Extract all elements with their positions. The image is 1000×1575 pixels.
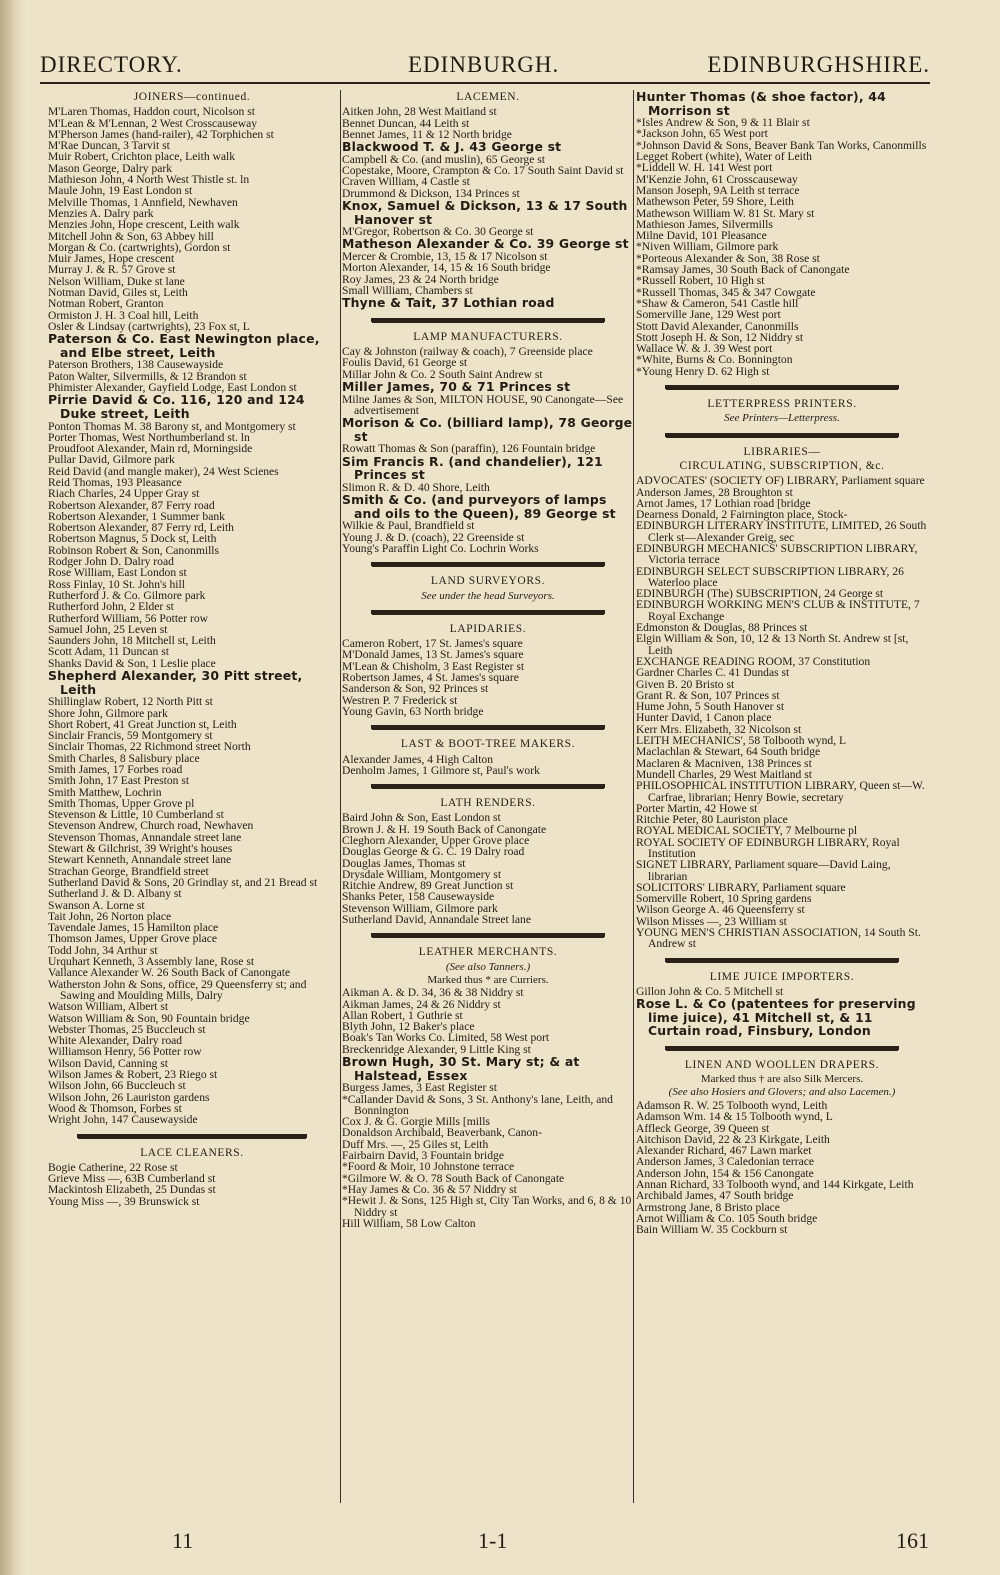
directory-entry: Robertson Magnus, 5 Dock st, Leith xyxy=(48,532,217,546)
directory-entry: Watson William, Albert st xyxy=(48,1000,169,1014)
section-rule xyxy=(665,1046,899,1050)
directory-entry: M'Lean & Chisholm, 3 East Register st xyxy=(342,659,525,673)
directory-entry: Cay & Johnston (railway & coach), 7 Greenside place xyxy=(342,345,593,359)
directory-entry: Armstrong Jane, 8 Bristo place xyxy=(636,1200,780,1214)
directory-entry: Thomson James, Upper Grove place xyxy=(48,932,218,946)
directory-entry: *Gilmore W. & O. 78 South Back of Canongate xyxy=(342,1171,565,1185)
directory-entry: M'Kenzie John, 61 Crosscauseway xyxy=(636,172,798,186)
directory-entry: Fairbairn David, 3 Fountain bridge xyxy=(342,1149,504,1163)
directory-entry: Wallace W. & J. 39 West port xyxy=(636,342,773,356)
directory-entry: *Isles Andrew & Son, 9 & 11 Blair st xyxy=(636,116,810,130)
directory-entry: Gillon John & Co. 5 Mitchell st xyxy=(636,984,784,998)
directory-entry: Young's Paraffin Light Co. Lochrin Works xyxy=(342,541,539,555)
section-note: (See also Tanners.) xyxy=(445,960,531,973)
directory-entry: Aikman A. & D. 34, 36 & 38 Niddry st xyxy=(342,986,524,1000)
directory-entry: Murray J. & R. 57 Grove st xyxy=(48,263,176,277)
directory-entry: Shillinglaw Robert, 12 North Pitt st xyxy=(48,695,213,709)
directory-entry: Burgess James, 3 East Register st xyxy=(342,1081,497,1095)
directory-entry-display: Thyne & Tait, 37 Lothian road xyxy=(342,295,555,311)
directory-entry: Sanderson & Son, 92 Princes st xyxy=(342,682,489,696)
section-rule xyxy=(371,610,605,614)
directory-entry: Muir Robert, Crichton place, Leith walk xyxy=(48,150,236,164)
directory-entry: Ritchie Andrew, 89 Great Junction st xyxy=(342,879,514,893)
folio-right: 161 xyxy=(896,1528,929,1553)
directory-entry: Grant R. & Son, 107 Princes st xyxy=(636,688,780,702)
directory-entry-display: Hunter Thomas (& shoe factor), 44 Morrison st xyxy=(636,89,886,118)
directory-entry: Wilson John, 26 Lauriston gardens xyxy=(48,1090,210,1104)
directory-entry: PHILOSOPHICAL INSTITUTION LIBRARY, Queen st—W. Carfrae, librarian; Henry Bowie, secretary xyxy=(636,779,925,804)
directory-entry: Mitchell John & Son, 63 Abbey hill xyxy=(48,229,214,243)
directory-entry: Sutherland David & Sons, 20 Grindlay st, and 21 Bread st xyxy=(48,875,318,889)
directory-entry: Porter Thomas, West Northumberland st. ln xyxy=(48,430,250,444)
section-rule xyxy=(371,318,605,322)
running-head-left: DIRECTORY. xyxy=(40,52,183,77)
directory-entry: *Russell Thomas, 345 & 347 Cowgate xyxy=(636,285,816,299)
directory-entry: Webster Thomas, 25 Buccleuch st xyxy=(48,1022,206,1036)
directory-entry: Aitchison David, 22 & 23 Kirkgate, Leith xyxy=(636,1132,830,1146)
directory-entry: Ponton Thomas M. 38 Barony st, and Montgomery st xyxy=(48,419,296,433)
directory-entry: *Shaw & Cameron, 541 Castle hill xyxy=(636,296,799,310)
running-head-center: EDINBURGH. xyxy=(408,52,560,77)
directory-entry: *Callander David & Sons, 3 St. Anthony's lane, Leith, and Bonnington xyxy=(342,1092,613,1117)
directory-entry: *Niven William, Gilmore park xyxy=(636,240,779,254)
directory-entry: Anderson James, 3 Caledonian terrace xyxy=(636,1155,815,1169)
directory-entry-display: Matheson Alexander & Co. 39 George st xyxy=(342,236,629,252)
directory-entry: Smith Charles, 8 Salisbury place xyxy=(48,751,200,765)
directory-entry: Wilson George A. 46 Queensferry st xyxy=(636,903,805,917)
directory-entry: Watherston John & Sons, office, 29 Queensferry st; and Sawing and Moulding Mills, Dalry xyxy=(48,977,307,1002)
header-rule xyxy=(40,82,930,84)
directory-entry: Ritchie Peter, 80 Lauriston place xyxy=(636,813,788,827)
directory-entry: YOUNG MEN'S CHRISTIAN ASSOCIATION, 14 South St. Andrew st xyxy=(636,926,921,951)
directory-entry: Mathewson Peter, 59 Shore, Leith xyxy=(636,195,794,209)
directory-entry: Milne James & Son, MILTON HOUSE, 90 Canongate—See advertisement xyxy=(342,392,624,417)
directory-entry: Notman Robert, Granton xyxy=(48,297,164,311)
directory-entry: Rodger John D. Dalry road xyxy=(48,555,174,569)
directory-entry: *Hay James & Co. 36 & 57 Niddry st xyxy=(342,1182,517,1196)
directory-entry: Hume John, 5 South Hanover st xyxy=(636,700,785,714)
directory-entry: Slimon R. & D. 40 Shore, Leith xyxy=(342,480,490,494)
section-rule xyxy=(371,784,605,788)
directory-entry: Mundell Charles, 29 West Maitland st xyxy=(636,767,812,781)
directory-entry: Grieve Miss —, 63B Cumberland st xyxy=(48,1172,216,1186)
directory-entry: Drummond & Dickson, 134 Princes st xyxy=(342,186,520,200)
directory-entry: Mackintosh Elizabeth, 25 Dundas st xyxy=(48,1183,216,1197)
folio-left: 11 xyxy=(172,1528,194,1553)
directory-entry: Bennet James, 11 & 12 North bridge xyxy=(342,127,512,141)
section-heading: LAMP MANUFACTURERS. xyxy=(413,330,563,343)
directory-entry: Muir James, Hope crescent xyxy=(48,252,175,266)
section-heading: LACEMEN. xyxy=(456,91,520,103)
directory-entry: *Liddell W. H. 141 West port xyxy=(636,161,773,175)
directory-entry: Bain William W. 35 Cockburn st xyxy=(636,1223,788,1237)
column-divider xyxy=(340,90,341,1503)
directory-entry: Adamson R. W. 25 Tolbooth wynd, Leith xyxy=(636,1098,828,1112)
section-heading: JOINERS—continued. xyxy=(133,91,251,103)
directory-entry: White Alexander, Dalry road xyxy=(48,1034,183,1048)
directory-entry: Adamson Wm. 14 & 15 Tolbooth wynd, L xyxy=(636,1110,833,1124)
directory-entry: Urquhart Kenneth, 3 Assembly lane, Rose st xyxy=(48,955,255,969)
directory-entry: Gardner Charles C. 41 Dundas st xyxy=(636,666,790,680)
directory-entry: Roy James, 23 & 24 North bridge xyxy=(342,272,499,286)
directory-entry: Small William, Chambers st xyxy=(342,283,473,297)
directory-entry: Donaldson Archibald, Beaverbank, Canon- xyxy=(342,1126,542,1140)
directory-entry: Melville Thomas, 1 Annfield, Newhaven xyxy=(48,195,238,209)
directory-entry: Westren P. 7 Frederick st xyxy=(342,693,458,707)
directory-entry: SOLICITORS' LIBRARY, Parliament square xyxy=(636,880,846,894)
section-heading: LAND SURVEYORS. xyxy=(430,575,546,588)
directory-entry: Sutherland David, Annandale Street lane xyxy=(342,913,531,927)
directory-entry: *White, Burns & Co. Bonnington xyxy=(636,353,793,367)
directory-entry: Anderson James, 28 Broughton st xyxy=(636,485,793,499)
directory-entry: M'Laren Thomas, Haddon court, Nicolson st xyxy=(48,105,255,119)
directory-entry: Robertson James, 4 St. James's square xyxy=(342,671,519,685)
directory-entry: Craven William, 4 Castle st xyxy=(342,175,470,189)
column-divider xyxy=(633,90,634,1503)
directory-entry: Smith Thomas, Upper Grove pl xyxy=(48,796,195,810)
directory-entry: Wilkie & Paul, Brandfield st xyxy=(342,519,475,533)
directory-entry: Stevenson & Little, 10 Cumberland st xyxy=(48,808,224,822)
directory-entry: *Russell Robert, 10 High st xyxy=(636,274,765,288)
directory-entry: Mathewson William W. 81 St. Mary st xyxy=(636,206,815,220)
directory-entry-display: Smith & Co. (and purveyors of lamps and oils to the Queen), 89 George st xyxy=(342,492,616,521)
directory-entry: M'Pherson James (hand-railer), 42 Torphichen st xyxy=(48,127,274,141)
directory-entry: Reid David (and mangle maker), 24 West Scienes xyxy=(48,464,279,478)
directory-entry: Denholm James, 1 Gilmore st, Paul's work xyxy=(342,763,540,777)
directory-entry: Stevenson Andrew, Church road, Newhaven xyxy=(48,819,254,833)
directory-entry: Rowatt Thomas & Son (paraffin), 126 Fountain bridge xyxy=(342,442,596,456)
directory-entry: Robinson Robert & Son, Canonmills xyxy=(48,543,220,557)
directory-entry: Tavendale James, 15 Hamilton place xyxy=(48,921,219,935)
directory-entry: Stewart & Gilchrist, 39 Wright's houses xyxy=(48,842,233,856)
directory-entry: *Foord & Moir, 10 Johnstone terrace xyxy=(342,1160,515,1174)
directory-entry: Anderson John, 154 & 156 Canongate xyxy=(636,1166,814,1180)
directory-entry: Rose William, East London st xyxy=(48,566,187,580)
section-heading: LIME JUICE IMPORTERS. xyxy=(709,970,855,983)
directory-entry: Strachan George, Brandfield street xyxy=(48,864,209,878)
directory-entry-display: Pirrie David & Co. 116, 120 and 124 Duke street, Leith xyxy=(48,392,305,421)
directory-entry-display: Brown Hugh, 30 St. Mary st; & at Halstead, Essex xyxy=(342,1054,580,1083)
directory-entry: Reid Thomas, 193 Pleasance xyxy=(48,475,182,489)
directory-entry: Blyth John, 12 Baker's place xyxy=(342,1020,475,1034)
directory-entry: Tait John, 26 Norton place xyxy=(48,909,172,923)
directory-entry: M'Donald James, 13 St. James's square xyxy=(342,648,524,662)
section-rule xyxy=(371,933,605,937)
directory-entry: Sutherland J. & D. Albany st xyxy=(48,887,182,901)
book-spine-shadow xyxy=(0,0,26,1575)
directory-entry: Baird John & Son, East London st xyxy=(342,811,501,825)
section-note: See under the head Surveyors. xyxy=(421,589,555,602)
directory-entry: *Ramsay James, 30 South Back of Canongate xyxy=(636,263,850,277)
directory-entry: EDINBURGH MECHANICS' SUBSCRIPTION LIBRARY, Victoria terrace xyxy=(636,541,918,567)
directory-entry: *Young Henry D. 62 High st xyxy=(636,364,770,378)
directory-entry: EDINBURGH SELECT SUBSCRIPTION LIBRARY, 26 Waterloo place xyxy=(636,564,904,589)
directory-entry: EXCHANGE READING ROOM, 37 Constitution xyxy=(636,654,871,668)
folio-center: 1-1 xyxy=(478,1528,508,1553)
directory-entry: Archibald James, 47 South bridge xyxy=(636,1189,794,1203)
directory-entry: Affleck George, 39 Queen st xyxy=(636,1121,770,1135)
directory-entry: Paton Walter, Silvermills, & 12 Brandon st xyxy=(48,369,247,383)
directory-entry: Nelson William, Duke st lane xyxy=(48,274,185,288)
directory-entry: SIGNET LIBRARY, Parliament square—David Laing, librarian xyxy=(636,858,891,883)
directory-entry: Morton Alexander, 14, 15 & 16 South bridge xyxy=(342,261,551,275)
directory-entry: Given B. 20 Bristo st xyxy=(636,677,735,691)
directory-entry: EDINBURGH (The) SUBSCRIPTION, 24 George st xyxy=(636,587,884,601)
directory-entry: Cox J. & G. Gorgie Mills [mills xyxy=(342,1115,490,1129)
directory-entry: Bennet Duncan, 44 Leith st xyxy=(342,116,470,130)
section-note: See Printers—Letterpress. xyxy=(724,412,840,425)
directory-entry: Swanson A. Lorne st xyxy=(48,898,145,912)
section-heading: LACE CLEANERS. xyxy=(140,1146,244,1159)
directory-entry: Shanks Peter, 158 Causewayside xyxy=(342,890,495,904)
section-heading: CIRCULATING, SUBSCRIPTION, &c. xyxy=(679,459,885,472)
directory-entry: Copestake, Moore, Crampton & Co. 17 South Saint David st xyxy=(342,164,624,178)
directory-entry: Wright John, 147 Causewayside xyxy=(48,1113,198,1127)
directory-entry: Samuel John, 25 Leven st xyxy=(48,622,168,636)
directory-entry: Smith Matthew, Lochrin xyxy=(48,785,162,799)
directory-entry: Ross Finlay, 10 St. John's hill xyxy=(48,577,185,591)
directory-entry: Stott David Alexander, Canonmills xyxy=(636,319,799,333)
directory-entry: Alexander James, 4 High Calton xyxy=(342,752,494,766)
directory-entry: *Johnson David & Sons, Beaver Bank Tan Works, Canonmills xyxy=(636,138,927,152)
directory-entry: M'Lean & M'Lennan, 2 West Crosscauseway xyxy=(48,116,258,130)
marking-note: Marked thus * are Curriers. xyxy=(427,973,549,986)
running-head-right: EDINBURGHSHIRE. xyxy=(707,52,930,77)
directory-entry: *Jackson John, 65 West port xyxy=(636,127,768,141)
directory-entry: Brown J. & H. 19 South Back of Canongate xyxy=(342,822,547,836)
directory-entry: Foulis David, 61 George st xyxy=(342,356,468,370)
running-head xyxy=(40,52,930,78)
directory-entry: Rutherford John, 2 Elder st xyxy=(48,600,174,614)
section-heading: LIBRARIES— xyxy=(743,445,821,458)
column-2 xyxy=(342,90,634,1505)
directory-entry: Mathieson James, Silvermills xyxy=(636,217,773,231)
directory-entry: Robertson Alexander, 1 Summer bank xyxy=(48,509,225,523)
directory-entry: M'Rae Duncan, 3 Tarvit st xyxy=(48,139,170,153)
directory-entry: Douglas James, Thomas st xyxy=(342,856,466,870)
directory-entry: Young Miss —, 39 Brunswick st xyxy=(48,1194,200,1208)
directory-entry: Maule John, 19 East London st xyxy=(48,184,193,198)
directory-entry: Pullar David, Gilmore park xyxy=(48,453,175,467)
directory-entry: Rutherford William, 56 Potter row xyxy=(48,611,208,625)
directory-entry: Paterson Brothers, 138 Causewayside xyxy=(48,358,224,372)
directory-entry: Shore John, Gilmore park xyxy=(48,706,168,720)
directory-entry: Mason George, Dalry park xyxy=(48,161,173,175)
directory-entry: Young Gavin, 63 North bridge xyxy=(342,704,484,718)
directory-entry: Sinclair Francis, 59 Montgomery st xyxy=(48,729,213,743)
directory-entry-display: Paterson & Co. East Newington place, and Elbe street, Leith xyxy=(48,331,320,360)
marking-note: Marked thus † are also Silk Mercers. xyxy=(700,1073,864,1086)
directory-entry: Breckenridge Alexander, 9 Little King st xyxy=(342,1042,531,1056)
directory-entry: *Porteous Alexander & Son, 38 Rose st xyxy=(636,251,820,265)
directory-entry: Phimister Alexander, Gayfield Lodge, East London st xyxy=(48,381,297,395)
directory-entry: Rutherford J. & Co. Gilmore park xyxy=(48,588,206,602)
directory-entry: Wilson John, 66 Buccleuch st xyxy=(48,1079,186,1093)
directory-entry: Notman David, Giles st, Leith xyxy=(48,286,188,300)
directory-entry: Short Robert, 41 Great Junction st, Leith xyxy=(48,717,237,731)
directory-entry: Porter Martin, 42 Howe st xyxy=(636,801,758,815)
directory-entry: Wood & Thomson, Forbes st xyxy=(48,1101,182,1115)
directory-entry: Manson Joseph, 9A Leith st terrace xyxy=(636,183,800,197)
section-heading: LAPIDARIES. xyxy=(449,622,527,635)
directory-entry-display: Knox, Samuel & Dickson, 13 & 17 South Hanover st xyxy=(342,197,628,227)
directory-entry: Bogie Catherine, 22 Rose st xyxy=(48,1160,178,1174)
directory-entry: Boak's Tan Works Co. Limited, 58 West port xyxy=(342,1031,550,1045)
section-note: (See also Hosiers and Glovers; and also Lacemen.) xyxy=(668,1085,896,1098)
directory-entry: Dearness Donald, 2 Fairnington place, Stock- xyxy=(636,508,848,522)
directory-entry: Hunter David, 1 Canon place xyxy=(636,711,772,725)
section-heading: LAST & BOOT-TREE MAKERS. xyxy=(400,738,576,751)
directory-entry: Stevenson Thomas, Annandale street lane xyxy=(48,830,242,844)
directory-entry: Wilson David, Canning st xyxy=(48,1056,168,1070)
directory-entry: Kerr Mrs. Elizabeth, 32 Nicolson st xyxy=(636,722,802,736)
directory-entry: Maclachlan & Stewart, 64 South bridge xyxy=(636,745,821,759)
directory-entry: Proudfoot Alexander, Main rd, Morningside xyxy=(48,442,253,456)
directory-entry-display: Shepherd Alexander, 30 Pitt street, Leith xyxy=(48,668,303,697)
directory-entry: Stewart Kenneth, Annandale street lane xyxy=(48,853,232,867)
directory-entry: Wilson James & Robert, 23 Riego st xyxy=(48,1068,218,1082)
directory-entry: Wilson Misses —, 23 William st xyxy=(636,914,787,928)
directory-entry: Mathieson John, 4 North West Thistle st. ln xyxy=(48,173,250,187)
directory-entry: Morgan & Co. (cartwrights), Gordon st xyxy=(48,240,231,254)
directory-entry: LEITH MECHANICS', 58 Tolbooth wynd, L xyxy=(636,734,847,748)
directory-entry: ROYAL SOCIETY OF EDINBURGH LIBRARY, Royal Institution xyxy=(636,835,900,860)
directory-entry: Arnot William & Co. 105 South bridge xyxy=(636,1211,818,1225)
section-heading: LATH RENDERS. xyxy=(440,797,536,810)
directory-entry: Aikman James, 24 & 26 Niddry st xyxy=(342,997,501,1011)
directory-entry: Arnot James, 17 Lothian road [bridge xyxy=(636,496,811,510)
directory-entry: Allan Robert, 1 Guthrie st xyxy=(342,1008,463,1022)
directory-entry: Maclaren & Macniven, 138 Princes st xyxy=(636,756,812,770)
directory-entry: Milne David, 101 Pleasance xyxy=(636,229,767,243)
section-rule xyxy=(371,725,605,729)
directory-entry-display: Rose L. & Co (patentees for preserving lime juice), 41 Mitchell st, & 11 Curtain road, Finsbury, London xyxy=(636,996,916,1039)
directory-entry-display: Sim Francis R. (and chandelier), 121 Princes st xyxy=(342,453,603,483)
directory-entry: Menzies A. Dalry park xyxy=(48,206,154,220)
directory-entry: Vallance Alexander W. 26 South Back of Canongate xyxy=(48,966,291,980)
section-heading: LEATHER MERCHANTS. xyxy=(418,946,558,959)
directory-entry-display: Morison & Co. (billiard lamp), 78 George st xyxy=(342,415,633,444)
directory-entry-display: Blackwood T. & J. 43 George st xyxy=(342,139,562,155)
directory-entry: Osler & Lindsay (cartwrights), 23 Fox st, L xyxy=(48,319,250,333)
directory-entry: Cameron Robert, 17 St. James's square xyxy=(342,637,523,651)
directory-entry-display: Miller James, 70 & 71 Princes st xyxy=(342,379,571,395)
column-1 xyxy=(48,90,336,1505)
directory-entry: EDINBURGH LITERARY INSTITUTE, LIMITED, 26 South Clerk st—Alexander Greig, sec xyxy=(636,519,927,544)
directory-entry: Drysdale William, Montgomery st xyxy=(342,867,502,881)
directory-entry: Smith John, 17 East Preston st xyxy=(48,774,190,788)
directory-entry: Robertson Alexander, 87 Ferry road xyxy=(48,498,215,512)
directory-entry: Aitken John, 28 West Maitland st xyxy=(342,105,497,119)
section-rule xyxy=(371,562,605,566)
directory-entry: Somerville Jane, 129 West port xyxy=(636,308,781,322)
directory-entry: Edmonston & Douglas, 88 Princes st xyxy=(636,621,808,635)
directory-entry: Sinclair Thomas, 22 Richmond street North xyxy=(48,740,251,754)
directory-entry: Stevenson William, Gilmore park xyxy=(342,901,498,915)
directory-entry: ADVOCATES' (SOCIETY OF) LIBRARY, Parliament square xyxy=(636,474,925,488)
directory-entry: EDINBURGH WORKING MEN'S CLUB & INSTITUTE, 7 Royal Exchange xyxy=(636,598,920,623)
directory-entry: Young J. & D. (coach), 22 Greenside st xyxy=(342,530,525,544)
directory-entry: ROYAL MEDICAL SOCIETY, 7 Melbourne pl xyxy=(636,824,858,838)
directory-entry: Scott Adam, 11 Duncan st xyxy=(48,645,169,659)
section-heading: LETTERPRESS PRINTERS. xyxy=(707,398,857,411)
directory-entry: Shanks David & Son, 1 Leslie place xyxy=(48,656,216,670)
directory-entry: Ormiston J. H. 3 Coal hill, Leith xyxy=(48,308,199,322)
directory-entry: Cleghorn Alexander, Upper Grove place xyxy=(342,834,530,847)
directory-entry: *Hewit J. & Sons, 125 High st, City Tan Works, and 6, 8 & 10 Niddry st xyxy=(342,1194,632,1219)
section-rule xyxy=(665,958,899,962)
directory-entry: Millar John & Co. 2 South Saint Andrew st xyxy=(342,367,543,381)
directory-entry: Stott Joseph H. & Son, 12 Niddry st xyxy=(636,330,804,344)
directory-entry: Robertson Alexander, 87 Ferry rd, Leith xyxy=(48,521,234,535)
directory-entry: Menzies John, Hope crescent, Leith walk xyxy=(48,218,240,232)
section-rule xyxy=(665,433,899,437)
directory-entry: Somerville Robert, 10 Spring gardens xyxy=(636,892,812,906)
directory-entry: Mercer & Crombie, 13, 15 & 17 Nicolson st xyxy=(342,250,548,264)
section-rule xyxy=(77,1134,307,1138)
directory-entry: M'Gregor, Robertson & Co. 30 George st xyxy=(342,225,534,239)
directory-entry: Elgin William & Son, 10, 12 & 13 North St. Andrew st [st, Leith xyxy=(636,632,909,657)
directory-entry: Williamson Henry, 56 Potter row xyxy=(48,1045,202,1059)
section-heading: LINEN AND WOOLLEN DRAPERS. xyxy=(684,1059,880,1072)
directory-entry: Legget Robert (white), Water of Leith xyxy=(636,150,812,164)
directory-entry: Saunders John, 18 Mitchell st, Leith xyxy=(48,634,216,648)
directory-entry: Campbell & Co. (and muslin), 65 George st xyxy=(342,152,545,166)
directory-entry: Smith James, 17 Forbes road xyxy=(48,763,183,776)
directory-entry: Duff Mrs. —, 25 Giles st, Leith xyxy=(342,1137,489,1151)
column-3 xyxy=(636,90,928,1505)
directory-entry: Riach Charles, 24 Upper Gray st xyxy=(48,487,200,501)
section-rule xyxy=(665,385,899,389)
directory-entry: Alexander Richard, 467 Lawn market xyxy=(636,1144,812,1158)
directory-entry: Todd John, 34 Arthur st xyxy=(48,943,158,957)
directory-entry: Hill William, 58 Low Calton xyxy=(342,1216,476,1230)
directory-entry: Douglas George & G. C. 19 Dalry road xyxy=(342,845,525,859)
directory-entry: Annan Richard, 33 Tolbooth wynd, and 144 Kirkgate, Leith xyxy=(636,1178,914,1192)
directory-entry: Watson William & Son, 90 Fountain bridge xyxy=(48,1011,250,1025)
